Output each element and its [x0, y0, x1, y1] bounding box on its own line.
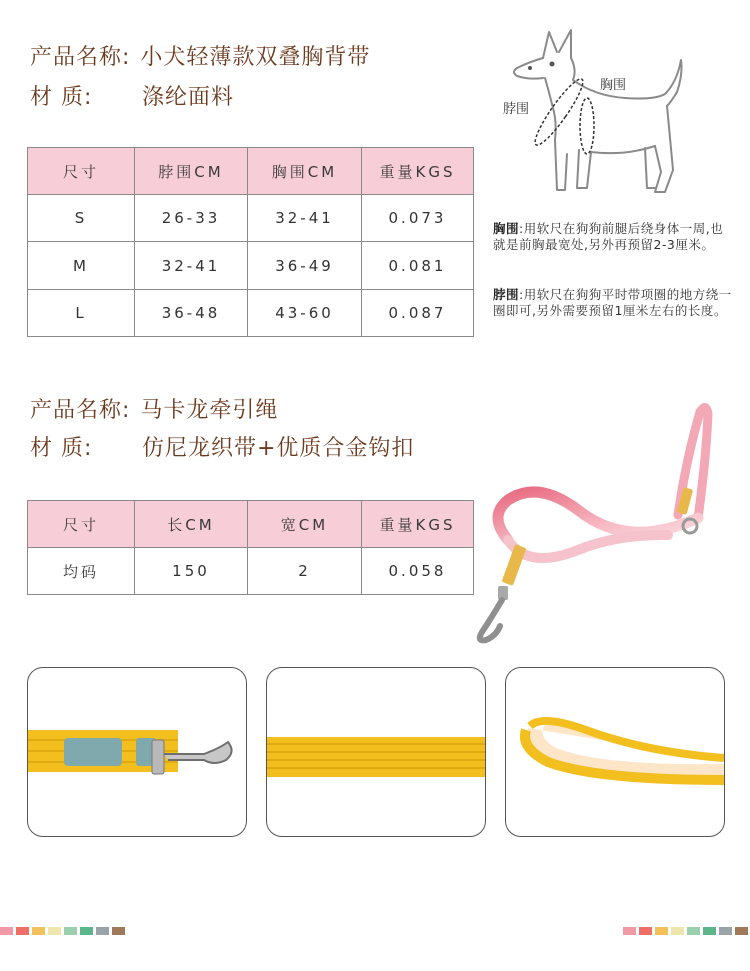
- table-row: [28, 290, 474, 337]
- material-label: 材 质:: [30, 85, 93, 110]
- color-swatch: [32, 927, 45, 935]
- harness-name-line: [30, 40, 370, 71]
- color-swatch: [16, 927, 29, 935]
- neck-note-text: :用软尺在狗狗平时带项圈的地方绕一圈即可,另外需要预留1厘米左右的长度。: [493, 287, 732, 318]
- product-name-value: 马卡龙牵引绳: [140, 398, 279, 423]
- color-swatch: [735, 927, 748, 935]
- color-swatch: [655, 927, 668, 935]
- material-label: 材 质:: [30, 436, 93, 461]
- table-cell: 36-48: [135, 290, 248, 337]
- table-header-size: 尺寸: [28, 501, 135, 548]
- leash-name-line: [30, 393, 278, 424]
- color-swatch-strip-right: [623, 927, 750, 935]
- table-header-length: 长CM: [135, 501, 248, 548]
- material-value: 涤纶面料: [142, 85, 235, 110]
- table-row: [28, 195, 474, 242]
- table-header-weight: 重量KGS: [362, 148, 474, 195]
- dog-outline-icon: [514, 30, 682, 192]
- table-row: [28, 548, 474, 595]
- table-cell: 0.058: [362, 548, 474, 595]
- table-cell: M: [28, 242, 135, 290]
- color-swatch: [96, 927, 109, 935]
- table-header-width: 宽CM: [248, 501, 362, 548]
- color-swatch: [687, 927, 700, 935]
- chest-note-text: :用软尺在狗狗前腿后绕身体一周,也就是前胸最宽处,另外再预留2-3厘米。: [493, 221, 724, 252]
- table-row: [28, 242, 474, 290]
- color-swatch: [48, 927, 61, 935]
- color-swatch-strip-left: [0, 927, 128, 935]
- color-swatch: [80, 927, 93, 935]
- snap-hook-icon: [480, 600, 502, 640]
- leash-product-image: [468, 400, 718, 645]
- table-cell: 32-41: [135, 242, 248, 290]
- table-header-size: 尺寸: [28, 148, 135, 195]
- color-swatch: [112, 927, 125, 935]
- product-name-label: 产品名称:: [30, 398, 131, 423]
- color-swatch: [719, 927, 732, 935]
- detail-photo-hook: [27, 667, 247, 837]
- neck-note-term: 脖围: [493, 287, 520, 302]
- table-header-chest: 胸围CM: [248, 148, 362, 195]
- table-header-weight: 重量KGS: [362, 501, 474, 548]
- webbing-texture-image: [267, 668, 485, 836]
- table-cell: 36-49: [248, 242, 362, 290]
- material-value: 仿尼龙织带+优质合金钩扣: [142, 436, 415, 461]
- color-swatch: [64, 927, 77, 935]
- webbing-hook-detail-image: [28, 668, 246, 836]
- table-cell: 0.073: [362, 195, 474, 242]
- detail-photo-webbing: [266, 667, 486, 837]
- product-name-value: 小犬轻薄款双叠胸背带: [140, 45, 371, 70]
- table-cell: S: [28, 195, 135, 242]
- leash-material-line: [30, 431, 414, 462]
- chest-measure-note: [493, 221, 733, 253]
- table-cell: 2: [248, 548, 362, 595]
- table-cell: 32-41: [248, 195, 362, 242]
- diagram-neck-label: 脖围: [503, 102, 530, 117]
- handle-loop-image: [506, 668, 724, 836]
- color-swatch: [623, 927, 636, 935]
- leash-size-table: [27, 500, 474, 595]
- table-cell: 均码: [28, 548, 135, 595]
- chest-note-term: 胸围: [493, 221, 520, 236]
- color-swatch: [671, 927, 684, 935]
- neck-measure-note: [493, 287, 733, 319]
- table-cell: 26-33: [135, 195, 248, 242]
- table-cell: L: [28, 290, 135, 337]
- chest-measure-ring: [580, 98, 594, 154]
- harness-material-line: [30, 80, 234, 111]
- color-swatch: [0, 927, 13, 935]
- table-cell: 43-60: [248, 290, 362, 337]
- product-name-label: 产品名称:: [30, 45, 131, 70]
- neck-measure-ring: [530, 75, 589, 150]
- detail-photo-handle: [505, 667, 725, 837]
- harness-size-table: [27, 147, 474, 337]
- diagram-chest-label: 胸围: [600, 78, 627, 93]
- color-swatch: [703, 927, 716, 935]
- table-cell: 150: [135, 548, 248, 595]
- color-swatch: [639, 927, 652, 935]
- table-cell: 0.081: [362, 242, 474, 290]
- table-header-neck: 脖围CM: [135, 148, 248, 195]
- table-cell: 0.087: [362, 290, 474, 337]
